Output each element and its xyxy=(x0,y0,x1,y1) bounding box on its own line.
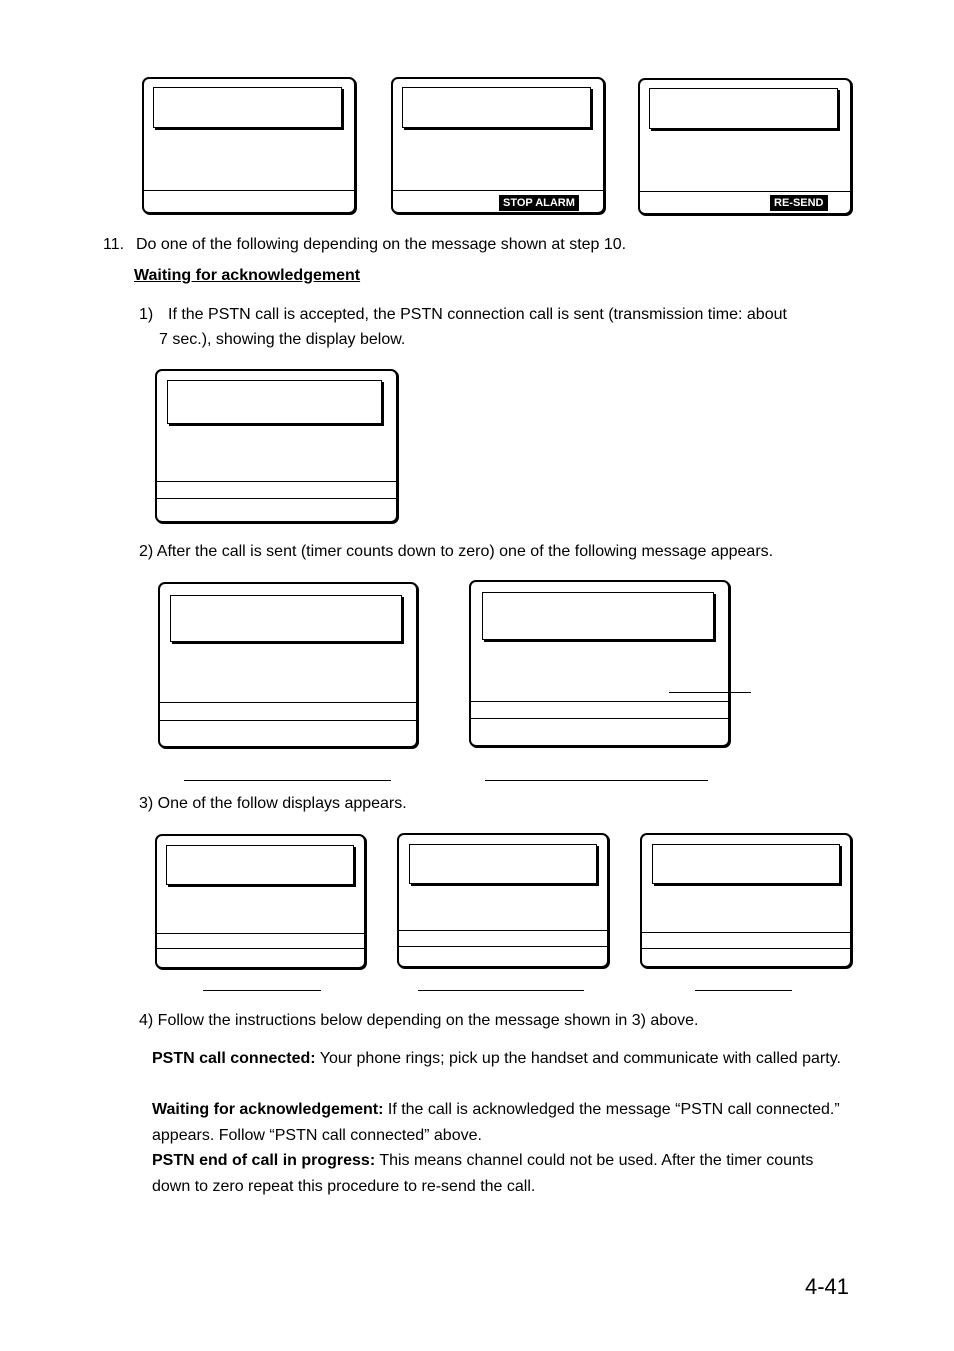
display-screen-1 xyxy=(142,77,356,214)
screen-divider xyxy=(157,948,364,949)
screen-divider xyxy=(471,701,728,702)
pstn-sending-screen xyxy=(155,369,398,523)
result-screen-2 xyxy=(469,580,730,747)
caption-underline xyxy=(485,780,708,781)
caption-underline xyxy=(418,990,584,991)
instruction-waiting-for-acknowledgement xyxy=(152,1097,842,1148)
screen-divider xyxy=(160,720,416,721)
caption-underline xyxy=(203,990,321,991)
screen-divider xyxy=(471,718,728,719)
item-1-line-1: If the PSTN call is accepted, the PSTN connection call is sent (transmission time: about xyxy=(168,306,787,323)
stop-alarm-softkey[interactable]: STOP ALARM xyxy=(499,195,579,211)
final-screen-1 xyxy=(155,834,366,969)
screen-divider xyxy=(399,930,607,931)
screen-divider xyxy=(642,932,850,933)
screen-divider xyxy=(642,948,850,949)
screen-title-box xyxy=(166,845,354,885)
item-2-text: 2) After the call is sent (timer counts down to zero) one of the following message appears. xyxy=(139,543,774,560)
screen-title-box xyxy=(402,87,591,128)
step-11-number: 11. xyxy=(103,236,125,253)
final-screen-3 xyxy=(640,833,852,968)
display-screen-2 xyxy=(391,77,605,214)
item-1-number: 1) xyxy=(139,306,154,323)
item-4-text: 4) Follow the instructions below depending on the message shown in 3) above. xyxy=(139,1012,699,1029)
screen-title-box xyxy=(649,88,838,129)
instruction-pstn-end-of-call xyxy=(152,1148,842,1199)
screen-divider xyxy=(157,481,396,482)
screen-divider xyxy=(640,191,850,192)
step-11-text: Do one of the following depending on the message shown at step 10. xyxy=(136,236,627,253)
screen-title-box xyxy=(167,380,382,424)
re-send-softkey[interactable]: RE-SEND xyxy=(770,195,828,211)
screen-title-box xyxy=(409,844,597,884)
screen-divider xyxy=(399,946,607,947)
screen-divider xyxy=(160,702,416,703)
screen-title-box xyxy=(170,595,402,642)
final-screen-2 xyxy=(397,833,609,968)
screen-title-box xyxy=(482,592,714,640)
instruction-label: PSTN call connected: xyxy=(152,1050,316,1067)
callout-line xyxy=(669,692,751,693)
page-number: 4-41 xyxy=(805,1274,850,1299)
screen-divider xyxy=(144,190,354,191)
waiting-ack-heading: Waiting for acknowledgement xyxy=(134,267,361,284)
screen-divider xyxy=(157,498,396,499)
screen-title-box xyxy=(153,87,342,128)
result-screen-1 xyxy=(158,582,418,748)
caption-underline xyxy=(695,990,792,991)
instruction-text: This means channel could not be used. After the timer counts down to zero repeat this procedure to re-send the call. xyxy=(152,1152,814,1195)
instruction-pstn-call-connected xyxy=(152,1046,842,1072)
instruction-label: Waiting for acknowledgement: xyxy=(152,1101,384,1118)
item-1-line-2: 7 sec.), showing the display below. xyxy=(159,331,406,348)
display-screen-3 xyxy=(638,78,852,215)
instruction-label: PSTN end of call in progress: xyxy=(152,1152,376,1169)
caption-underline xyxy=(184,780,391,781)
screen-divider xyxy=(393,190,603,191)
item-3-text: 3) One of the follow displays appears. xyxy=(139,795,407,812)
screen-title-box xyxy=(652,844,840,884)
instruction-text: Your phone rings; pick up the handset and communicate with called party. xyxy=(315,1050,841,1067)
instruction-text: If the call is acknowledged the message “PSTN call connected.” appears. Follow “PSTN call connected” above. xyxy=(152,1101,840,1144)
screen-divider xyxy=(157,933,364,934)
